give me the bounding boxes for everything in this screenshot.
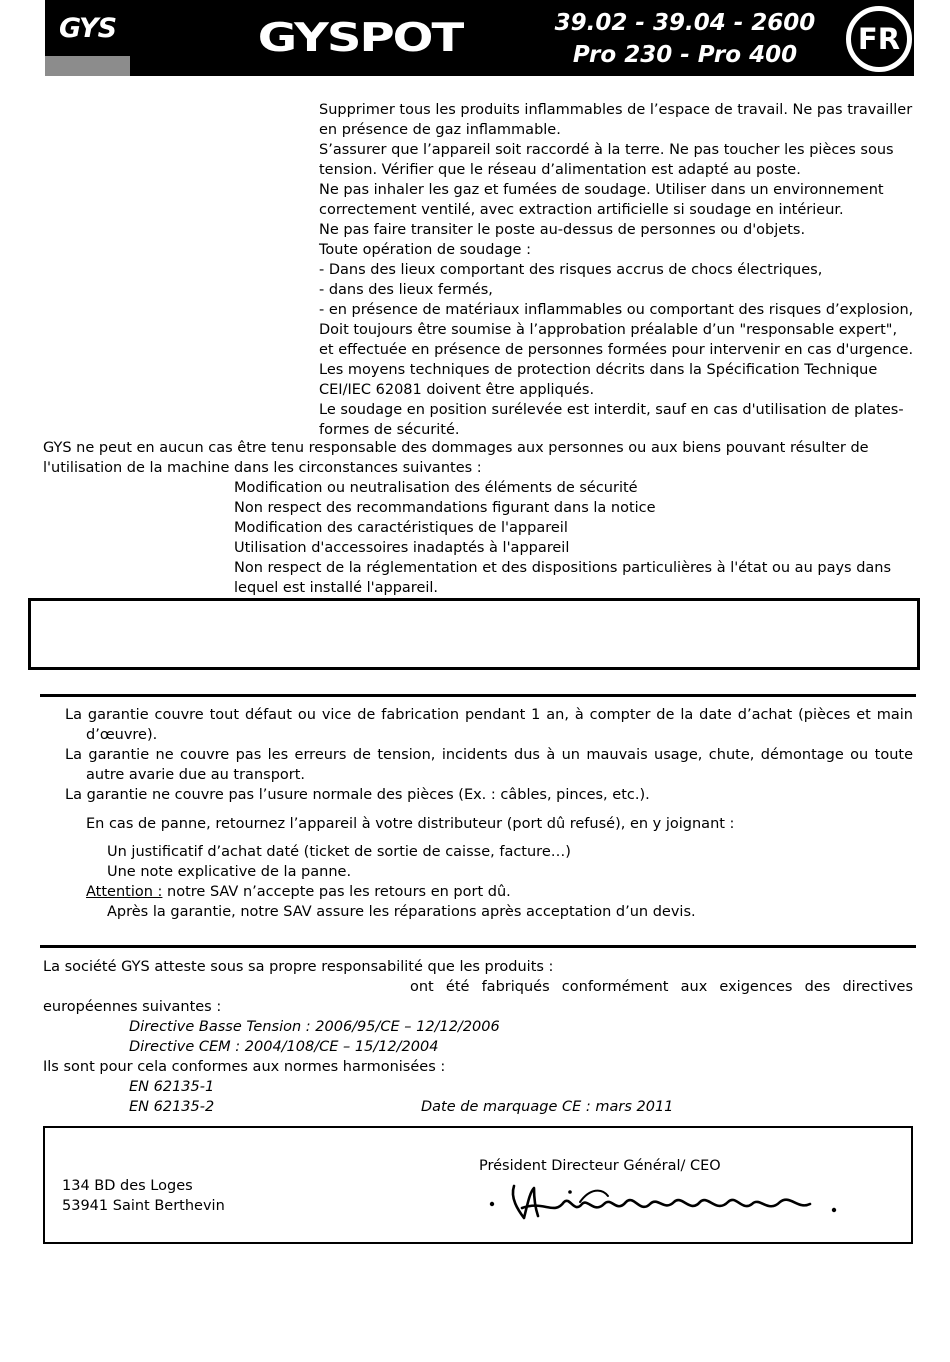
text-line: et effectuée en présence de personnes formées pour intervenir en cas d'urgence. — [319, 342, 914, 358]
warranty-text: La garantie ne couvre pas l’usure normale des pièces (Ex. : câbles, pinces, etc.). — [65, 787, 650, 803]
liability-intro — [43, 438, 869, 478]
declaration-text: européennes suivantes : — [43, 999, 222, 1015]
attention-note — [86, 882, 511, 902]
declaration-text: La société GYS atteste sous sa propre responsabilité que les produits : — [43, 959, 554, 975]
text-line: Ne pas inhaler les gaz et fumées de soudage. Utiliser dans un environnement — [319, 182, 884, 198]
text-line: formes de sécurité. — [319, 422, 460, 438]
text-line: Doit toujours être soumise à l’approbation préalable d’un "responsable expert", — [319, 322, 898, 338]
text-line: Ne pas faire transiter le poste au-dessus de personnes ou d'objets. — [319, 222, 806, 238]
warranty-text: Après la garantie, notre SAV assure les réparations après acceptation d’un devis. — [107, 904, 696, 920]
company-address — [62, 1176, 225, 1216]
text-line: Supprimer tous les produits inflammables de l’espace de travail. Ne pas travailler — [319, 102, 913, 118]
text-line: Toute opération de soudage : — [319, 242, 531, 258]
text-line: en présence de gaz inflammable. — [319, 122, 561, 138]
text-line: Les moyens techniques de protection décrits dans la Spécification Technique — [319, 362, 878, 378]
list-item: Une note explicative de la panne. — [107, 864, 352, 880]
liability-list — [234, 478, 891, 598]
declaration-text: ont été fabriqués conformément aux exigences des directives — [410, 979, 913, 995]
list-item: Modification des caractéristiques de l'appareil — [234, 520, 568, 536]
warranty-text: autre avarie due au transport. — [86, 767, 306, 783]
gys-logo — [45, 0, 130, 76]
warranty-text: La garantie ne couvre pas les erreurs de tension, incidents dus à un mauvais usage, chute, démontage ou toute — [65, 747, 913, 763]
list-item: Non respect de la réglementation et des dispositions particulières à l'état ou au pays dans — [234, 560, 892, 576]
text-line: l'utilisation de la machine dans les circonstances suivantes : — [43, 460, 482, 476]
ceo-title: Président Directeur Général/ CEO — [479, 1158, 721, 1174]
header-bar — [130, 0, 914, 76]
safety-instructions — [319, 100, 913, 440]
section-divider — [40, 694, 916, 697]
model-numbers-line2: Pro 230 - Pro 400 — [572, 42, 798, 68]
warranty-text: d’œuvre). — [86, 727, 158, 743]
text-line: Le soudage en position surélevée est interdit, sauf en cas d'utilisation de plates- — [319, 402, 904, 418]
model-numbers-line1: 39.02 - 39.04 - 2600 — [554, 10, 816, 36]
declaration-text: Ils sont pour cela conformes aux normes harmonisées : — [43, 1059, 446, 1075]
gyspot-logo: GYSPOT — [257, 15, 463, 61]
text-line: S’assurer que l’appareil soit raccordé à la terre. Ne pas toucher les pièces sous — [319, 142, 894, 158]
list-item: Modification ou neutralisation des éléments de sécurité — [234, 480, 638, 496]
language-badge: FR — [846, 6, 912, 72]
text-line: correctement ventilé, avec extraction artificielle si soudage en intérieur. — [319, 202, 844, 218]
list-item: Utilisation d'accessoires inadaptés à l'appareil — [234, 540, 570, 556]
list-item: Un justificatif d’achat daté (ticket de sortie de caisse, facture…) — [107, 844, 571, 860]
ce-marking-date: Date de marquage CE : mars 2011 — [421, 1099, 674, 1115]
directive-item: Directive Basse Tension : 2006/95/CE – 12/12/2006 — [129, 1019, 500, 1035]
standard-item: EN 62135-1 — [129, 1079, 215, 1095]
warranty-text: En cas de panne, retournez l’appareil à votre distributeur (port dû refusé), en y joignant : — [86, 816, 735, 832]
directive-item: Directive CEM : 2004/108/CE – 15/12/2004 — [129, 1039, 439, 1055]
text-line: - Dans des lieux comportant des risques accrus de chocs électriques, — [319, 262, 823, 278]
text-line: - en présence de matériaux inflammables ou comportant des risques d’explosion, — [319, 302, 914, 318]
signature — [484, 1180, 844, 1226]
text-line: - dans des lieux fermés, — [319, 282, 493, 298]
text-line: GYS ne peut en aucun cas être tenu responsable des dommages aux personnes ou aux biens pouvant résulter de — [43, 440, 869, 456]
list-item: Non respect des recommandations figurant dans la notice — [234, 500, 656, 516]
warranty-text: La garantie couvre tout défaut ou vice de fabrication pendant 1 an, à compter de la date d’achat (pièces et main — [65, 707, 913, 723]
attention-label: Attention : — [86, 884, 163, 900]
address-line: 134 BD des Loges — [62, 1178, 193, 1194]
standard-item: EN 62135-2 — [129, 1099, 215, 1115]
empty-frame — [28, 598, 920, 670]
text-line: CEI/IEC 62081 doivent être appliqués. — [319, 382, 595, 398]
model-numbers — [520, 7, 850, 71]
address-line: 53941 Saint Berthevin — [62, 1198, 225, 1214]
attention-text: notre SAV n’accepte pas les retours en port dû. — [162, 884, 511, 900]
section-divider — [40, 945, 916, 948]
gys-logo-text: GYS — [58, 13, 117, 44]
text-line: tension. Vérifier que le réseau d’alimentation est adapté au poste. — [319, 162, 801, 178]
list-item: lequel est installé l'appareil. — [234, 580, 439, 596]
